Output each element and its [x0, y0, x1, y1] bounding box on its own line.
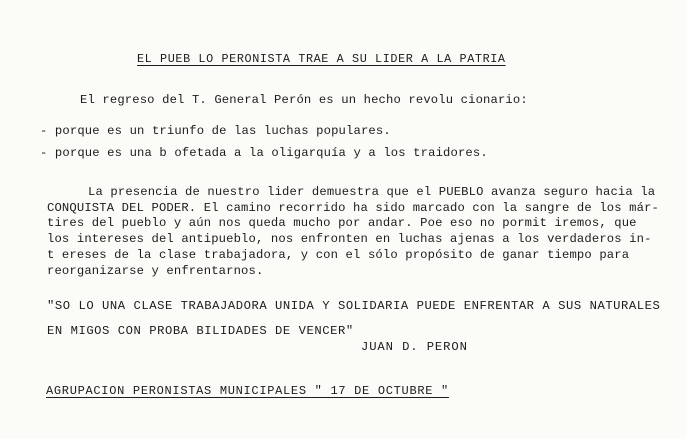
paragraph-line: reorganizarse y enfrentarnos. — [47, 264, 264, 278]
paragraph-line: tires del pueblo y aún nos queda mucho por andar. Poe eso no pormit iremos, que — [47, 216, 637, 230]
footer-organization: AGRUPACION PERONISTAS MUNICIPALES " 17 DE OCTUBRE " — [46, 384, 449, 398]
paragraph-line: La presencia de nuestro lider demuestra que el PUEBLO avanza seguro hacia la — [88, 185, 656, 199]
bullet-item: - porque es una b ofetada a la oligarquía y a los traidores. — [40, 146, 488, 160]
paragraph-line: CONQUISTA DEL PODER. El camino recorrido ha sido marcado con la sangre de los már- — [47, 201, 660, 215]
intro-line: El regreso del T. General Perón es un hecho revolu cionario: — [80, 93, 528, 107]
paragraph-line: t ereses de la clase trabajadora, y con el sólo propósito de ganar tiempo para — [47, 248, 630, 262]
signature: JUAN D. PERON — [361, 340, 468, 354]
bullet-item: - porque es un triunfo de las luchas populares. — [40, 124, 391, 138]
paragraph-line: los intereses del antipueblo, nos enfronten en luchas ajenas a los verdaderos in- — [47, 232, 652, 246]
quote-line: "SO LO UNA CLASE TRABAJADORA UNIDA Y SOLIDARIA PUEDE ENFRENTAR A SUS NATURALES — [47, 299, 661, 313]
quote-line: EN MIGOS CON PROBA BILIDADES DE VENCER" — [47, 324, 354, 338]
document-title: EL PUEB LO PERONISTA TRAE A SU LIDER A LA PATRIA — [137, 52, 506, 66]
